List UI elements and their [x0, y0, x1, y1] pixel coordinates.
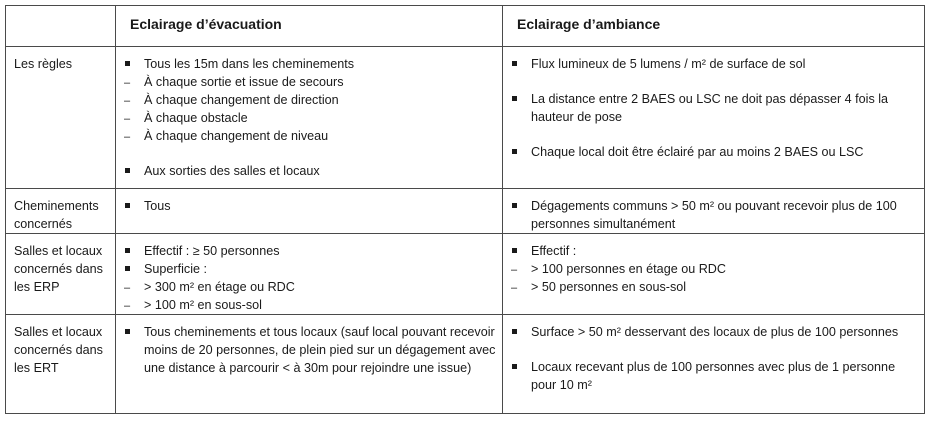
header-row: [6, 6, 925, 47]
list-item: – > 50 personnes en sous-sol: [509, 278, 920, 296]
list-item: Locaux recevant plus de 100 personnes avec plus de 1 personne pour 10 m²: [509, 358, 920, 394]
list-item: – > 100 personnes en étage ou RDC: [509, 260, 920, 278]
row-label: Salles et locaux concernés dans les ERT: [6, 315, 116, 414]
list-item: Chaque local doit être éclairé par au moins 2 BAES ou LSC: [509, 143, 920, 161]
list-item: Dégagements communs > 50 m² ou pouvant recevoir plus de 100 personnes simultanément: [509, 197, 920, 233]
ambiance-cell: [503, 47, 925, 189]
row-label: Les règles: [6, 47, 116, 189]
table-row: [6, 47, 925, 189]
header-empty-cell: [6, 6, 116, 47]
list-item: Aux sorties des salles et locaux: [122, 162, 498, 180]
ambiance-cell: [503, 315, 925, 414]
list-item: – À chaque changement de niveau: [122, 127, 498, 145]
header-ambiance: Eclairage d’ambiance: [503, 6, 925, 47]
list-item: Tous: [122, 197, 498, 215]
list-item: – À chaque changement de direction: [122, 91, 498, 109]
ambiance-cell: [503, 189, 925, 234]
list-item: Flux lumineux de 5 lumens / m² de surface de sol: [509, 55, 920, 73]
table-row: [6, 234, 925, 315]
list-item: – À chaque obstacle: [122, 109, 498, 127]
list-item: La distance entre 2 BAES ou LSC ne doit pas dépasser 4 fois la hauteur de pose: [509, 90, 920, 126]
list-item: Effectif :: [509, 242, 920, 260]
list-item: Tous cheminements et tous locaux (sauf local pouvant recevoir moins de 20 personnes, de plein pied sur un dégagement avec une distance à parcourir < à 30m pour rejoindre une issue): [122, 323, 498, 377]
evacuation-cell: [116, 315, 503, 414]
list-item: – > 100 m² en sous-sol: [122, 296, 498, 314]
list-item: Effectif : ≥ 50 personnes: [122, 242, 498, 260]
list-item: Superficie :: [122, 260, 498, 278]
lighting-rules-table: [5, 5, 925, 414]
list-item: Surface > 50 m² desservant des locaux de plus de 100 personnes: [509, 323, 920, 341]
table-row: [6, 189, 925, 234]
list-item: – > 300 m² en étage ou RDC: [122, 278, 498, 296]
row-label: Salles et locaux concernés dans les ERP: [6, 234, 116, 315]
ambiance-cell: [503, 234, 925, 315]
evacuation-cell: [116, 189, 503, 234]
evacuation-cell: [116, 234, 503, 315]
list-item: Tous les 15m dans les cheminements: [122, 55, 498, 73]
row-label: Cheminements concernés: [6, 189, 116, 234]
evacuation-cell: [116, 47, 503, 189]
header-evacuation: Eclairage d’évacuation: [116, 6, 503, 47]
list-item: – À chaque sortie et issue de secours: [122, 73, 498, 91]
table-row: [6, 315, 925, 414]
